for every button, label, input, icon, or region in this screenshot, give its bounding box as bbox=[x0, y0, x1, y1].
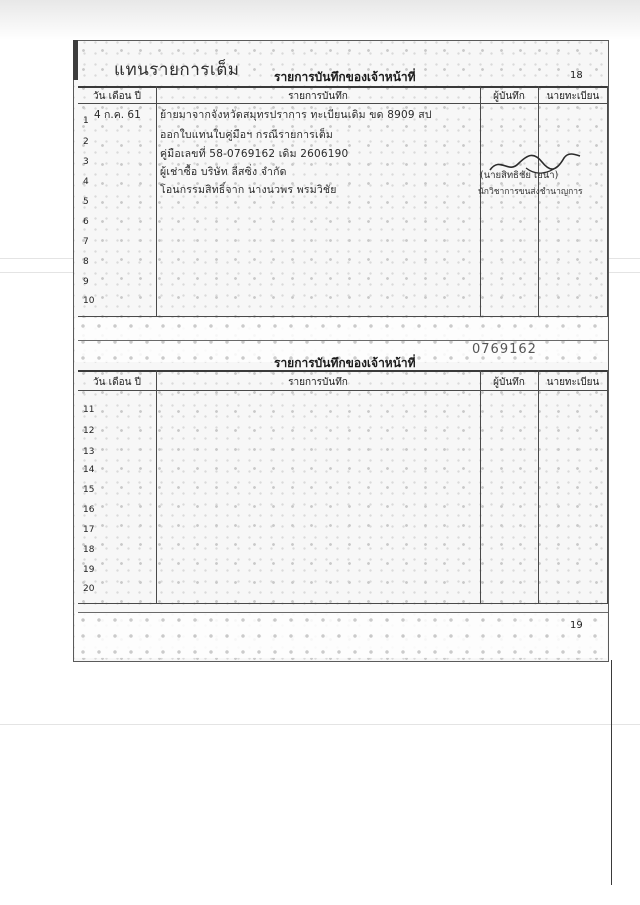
entry-line: คู่มือเลขที่ 58-0769162 เดิม 2606190 bbox=[160, 148, 349, 160]
entry-date: 4 ก.ค. 61 bbox=[94, 109, 141, 121]
col-divider bbox=[156, 370, 157, 603]
document-number: 0769162 bbox=[472, 342, 537, 357]
table-bottom-border bbox=[78, 316, 608, 317]
row-number: 13 bbox=[83, 447, 95, 457]
page-edge-line bbox=[611, 660, 612, 885]
row-number: 16 bbox=[83, 505, 95, 515]
col-header-registrar: นายทะเบียน bbox=[546, 377, 600, 388]
row-number: 10 bbox=[83, 296, 95, 306]
row-number: 12 bbox=[83, 426, 95, 436]
col-divider bbox=[538, 370, 539, 603]
col-divider bbox=[156, 86, 157, 316]
col-divider bbox=[480, 86, 481, 316]
band-rule bbox=[78, 612, 608, 613]
replacement-stamp: แทนรายการเต็ม bbox=[114, 60, 240, 80]
col-header-recorder: ผู้บันทึก bbox=[493, 91, 525, 102]
table-bottom-border bbox=[78, 603, 608, 604]
row-number: 20 bbox=[83, 584, 95, 594]
row-number: 1 bbox=[83, 116, 89, 126]
entry-line: ย้ายมาจากจังหวัดสมุทรปราการ ทะเบียนเดิม ขด 8909 สป bbox=[160, 109, 432, 121]
left-binding-mark bbox=[73, 40, 78, 80]
col-header-registrar: นายทะเบียน bbox=[546, 91, 600, 102]
row-number: 7 bbox=[83, 237, 89, 247]
row-number: 6 bbox=[83, 217, 89, 227]
col-divider bbox=[607, 86, 608, 316]
row-number: 3 bbox=[83, 157, 89, 167]
row-number: 8 bbox=[83, 257, 89, 267]
col-header-recorder: ผู้บันทึก bbox=[493, 377, 525, 388]
top-scan-shadow bbox=[0, 0, 640, 40]
table-top-border bbox=[78, 86, 608, 88]
section-title-top: รายการบันทึกของเจ้าหน้าที่ bbox=[274, 70, 416, 84]
row-number: 17 bbox=[83, 525, 95, 535]
scan-streak bbox=[0, 724, 640, 725]
col-divider bbox=[480, 370, 481, 603]
row-number: 15 bbox=[83, 485, 95, 495]
officer-name: (นายสิทธิชัย เยนา) bbox=[480, 170, 559, 181]
page-number-bottom: 19 bbox=[570, 620, 583, 631]
band-rule bbox=[78, 340, 608, 341]
row-number: 5 bbox=[83, 197, 89, 207]
row-number: 11 bbox=[83, 405, 95, 415]
row-number: 4 bbox=[83, 177, 89, 187]
col-header-record: รายการบันทึก bbox=[288, 377, 348, 388]
col-divider bbox=[538, 86, 539, 316]
page-number-top: 18 bbox=[570, 70, 583, 81]
header-rule bbox=[78, 390, 608, 391]
entry-line: ผู้เช่าซื้อ บริษัท ลีสซิ่ง จำกัด bbox=[160, 166, 287, 178]
row-number: 19 bbox=[83, 565, 95, 575]
entry-line: โอนกรรมสิทธิ์จาก นางนวพร พรมวิชัย bbox=[160, 184, 337, 196]
row-number: 9 bbox=[83, 277, 89, 287]
section-title-bottom: รายการบันทึกของเจ้าหน้าที่ bbox=[274, 356, 416, 370]
col-header-record: รายการบันทึก bbox=[288, 91, 348, 102]
col-header-date: วัน เดือน ปี bbox=[93, 377, 141, 388]
entry-line: ออกใบแทนใบคู่มือฯ กรณีรายการเต็ม bbox=[160, 129, 333, 141]
table-top-border bbox=[78, 370, 608, 372]
perforation-band bbox=[75, 612, 607, 658]
col-header-date: วัน เดือน ปี bbox=[93, 91, 141, 102]
row-number: 18 bbox=[83, 545, 95, 555]
row-number: 2 bbox=[83, 137, 89, 147]
col-divider bbox=[607, 370, 608, 603]
row-number: 14 bbox=[83, 465, 95, 475]
officer-title: นักวิชาการขนส่งชำนาญการ bbox=[478, 187, 583, 197]
